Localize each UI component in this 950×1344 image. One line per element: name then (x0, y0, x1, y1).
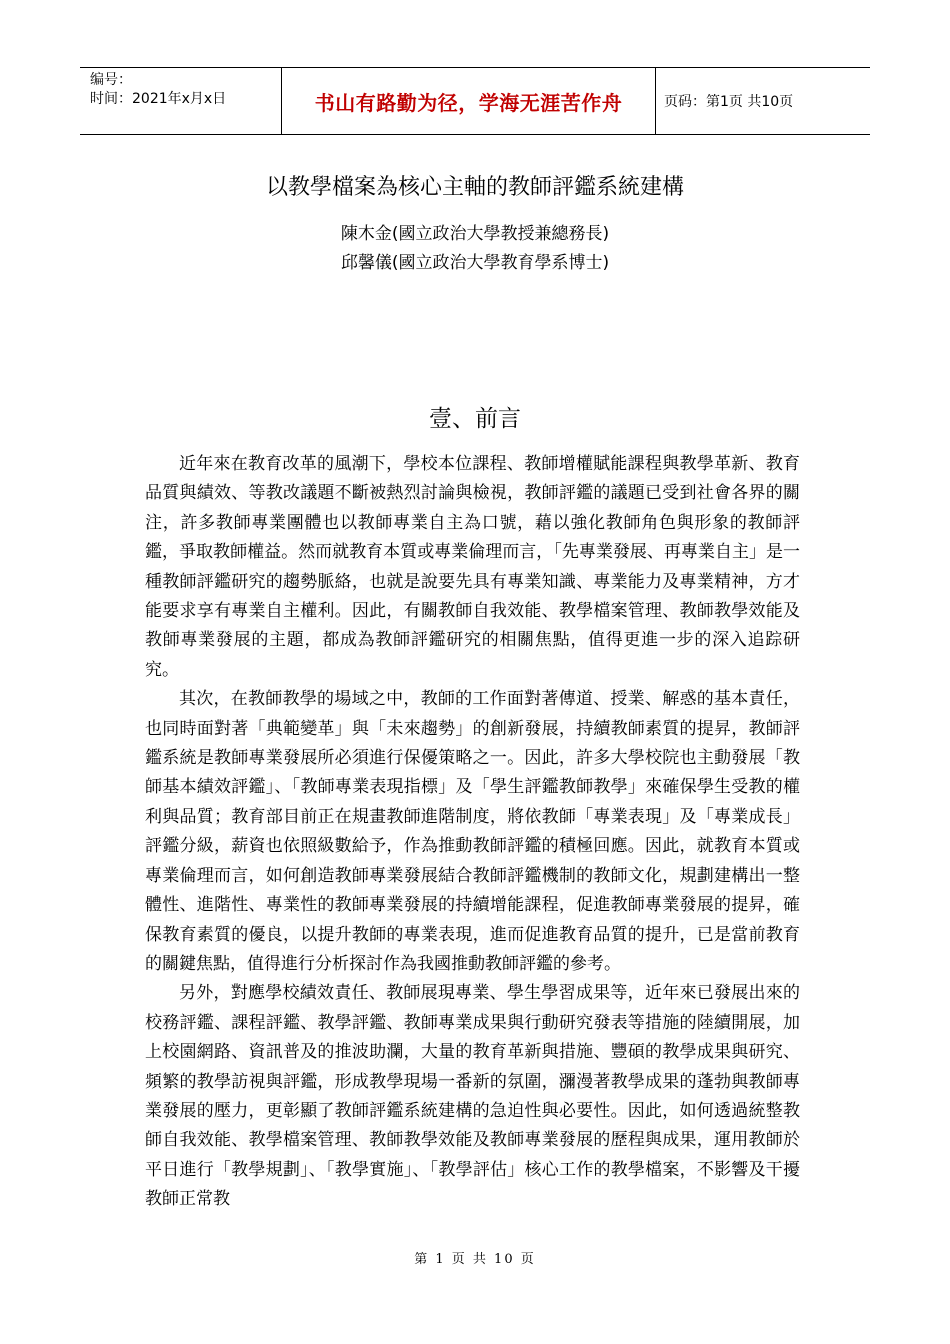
header-info-cell (80, 68, 282, 134)
author-1: 陳木金(國立政治大學教授兼總務長) (340, 224, 610, 244)
page-footer: 第 1 页 共 10 页 (414, 1252, 536, 1267)
header-table (80, 67, 870, 135)
header-page-info: 页码：第1页 共10页 (664, 94, 794, 110)
section-heading: 壹、前言 (429, 406, 521, 432)
header-motto: 书山有路勤为径，学海无涯苦作舟 (282, 68, 656, 134)
body-text (145, 450, 800, 1215)
paragraph-1: 近年來在教育改革的風潮下，學校本位課程、教師增權賦能課程與教學革新、教育品質與績效、等教改議題不斷被熱烈討論與檢視，教師評鑑的議題已受到社會各界的關注，許多教師專業團體也以教師專業自主為口號，藉以強化教師角色與形象的教師評鑑，爭取教師權益。然而就教育本質或專業倫理而言，「先專業發展、再專業自主」是一種教師評鑑研究的趨勢脈絡，也就是說要先具有專業知識、專業能力及專業精神，方才能要求享有專業自主權利。因此，有關教師自我效能、教學檔案管理、教師教學效能及教師專業發展的主題，都成為教師評鑑研究的相關焦點，值得更進一步的深入追踪研究。 (145, 454, 800, 680)
document-title: 以教學檔案為核心主軸的教師評鑑系統建構 (265, 175, 684, 200)
author-2: 邱馨儀(國立政治大學教育學系博士) (340, 253, 610, 273)
date-label: 时间：2021年x月x日 (90, 91, 227, 107)
paragraph-2: 其次，在教師教學的場域之中，教師的工作面對著傳道、授業、解惑的基本責任，也同時面對著「典範變革」與「未來趨勢」的創新發展，持續教師素質的提昇，教師評鑑系統是教師專業發展所必須進行保優策略之一。因此，許多大學校院也主動發展「教師基本績效評鑑」、「教師專業表現指標」及「學生評鑑教師教學」來確保學生受教的權利與品質；教育部目前正在規畫教師進階制度，將依教師「專業表現」及「專業成長」評鑑分級，薪資也依照級數給予，作為推動教師評鑑的積極回應。因此，就教育本質或專業倫理而言，如何創造教師專業發展結合教師評鑑機制的教師文化，規劃建構出一整體性、進階性、專業性的教師專業發展的持續增能課程，促進教師專業發展的提昇，確保教育素質的優良，以提升教師的專業表現，進而促進教育品質的提升，已是當前教育的關鍵焦點，值得進行分析探討作為我國推動教師評鑑的參考。 (145, 689, 800, 974)
number-label: 编号： (90, 72, 132, 88)
paragraph-3: 另外，對應學校績效責任、教師展現專業、學生學習成果等，近年來已發展出來的校務評鑑、課程評鑑、教學評鑑、教師專業成果與行動研究發表等措施的陸續開展，加上校園網路、資訊普及的推波助瀾，大量的教育革新與措施、豐碩的教學成果與研究、頻繁的教學訪視與評鑑，形成教學現場一番新的氛圍，瀰漫著教學成果的蓬勃與教師專業發展的壓力，更彰顯了教師評鑑系統建構的急迫性與必要性。因此，如何透過統整教師自我效能、教學檔案管理、教師教學效能及教師專業發展的歷程與成果，運用教師於平日進行「教學規劃」、「教學實施」、「教學評估」核心工作的教學檔案，不影響及干擾教師正常教 (145, 983, 800, 1210)
